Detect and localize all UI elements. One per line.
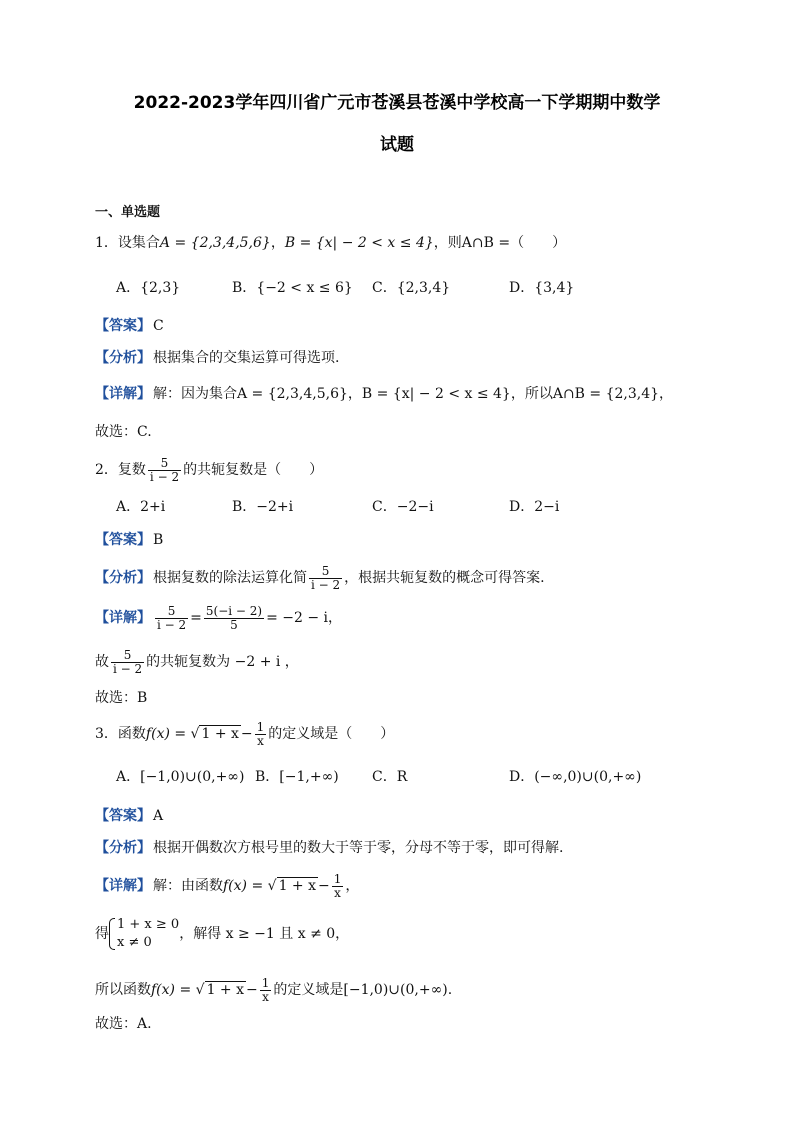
q3-detail: 【详解】 解：由函数f(x) = √ 1 + x − $\frac{1}{x}$ ， [95, 871, 360, 900]
question-2-suffix: 的共轭复数是（ ） [183, 462, 324, 478]
fraction-numerator: 1 [261, 975, 270, 990]
section-heading: 一、单选题 [95, 205, 161, 220]
q2-answer-value: B [153, 532, 164, 548]
q2-detail-result: = −2 − i， [266, 610, 343, 626]
q3-sys-suffix: ，解得 x ≥ −1 且 x ≠ 0， [179, 926, 350, 942]
fraction [255, 721, 267, 748]
q2-conclusion: 故选：B [95, 690, 148, 706]
function-label: f(x) = [145, 726, 187, 742]
question-2-prefix: 2．复数 [95, 462, 146, 478]
q3-option-d: D．(−∞,0)∪(0,+∞) [509, 769, 642, 785]
q2-detail [95, 602, 342, 634]
q2-answer [95, 530, 163, 550]
q3-final-line: 所以函数f(x) = √ 1 + x − $\frac{1}{x}$ 的定义域是[−1,0)∪(0,+∞). [95, 975, 453, 1004]
fraction [309, 565, 342, 592]
q3-sys-prefix: 得 [95, 926, 109, 942]
answer-tag: 【答案】 [95, 532, 151, 548]
fraction [332, 873, 344, 900]
fraction-numerator: 5 [155, 605, 188, 619]
q2-analysis-b: ，根据共轭复数的概念可得答案. [344, 570, 545, 586]
q2-option-d: D．2−i [509, 499, 560, 515]
separator: ， [270, 235, 285, 251]
q3-conclusion: 故选：A. [95, 1016, 152, 1032]
q2-option-c: C．−2−i [372, 499, 434, 515]
q1-analysis [95, 348, 339, 368]
fraction-denominator: 5 [230, 617, 238, 632]
q2-option-a: A．2+i [116, 499, 166, 515]
detail-tag: 【详解】 [95, 610, 151, 626]
q3-option-a: A．[−1,0)∪(0,+∞) [116, 769, 245, 785]
question-3-stem: 3．函数f(x) = √ 1 + x − $\frac{1}{x}$ 的定义域是（ ） [95, 719, 395, 748]
fraction-numerator: 5(−i − 2) [205, 603, 263, 618]
fraction [111, 649, 144, 676]
q3-answer [95, 806, 163, 826]
square-root: 1 + x [206, 982, 244, 998]
fraction-denominator: x [262, 989, 269, 1004]
q3-detail-a: 解：由函数 [153, 878, 223, 894]
fraction-numerator: 5 [309, 565, 342, 579]
fraction-numerator: 5 [111, 649, 144, 663]
q1-detail [95, 384, 673, 404]
answer-tag: 【答案】 [95, 318, 151, 334]
fraction-denominator: x [334, 885, 341, 900]
square-root: 1 + x [201, 726, 239, 742]
q3-option-b: B．[−1,+∞) [255, 769, 339, 785]
equation-system [109, 916, 179, 952]
minus: − [318, 878, 330, 894]
system-row-2: x ≠ 0 [117, 935, 152, 950]
fraction [155, 605, 188, 632]
fraction-numerator: 1 [333, 871, 342, 886]
fraction-numerator: 1 [256, 719, 265, 734]
q2-analysis-a: 根据复数的除法运算化简 [153, 570, 307, 586]
q2-conjugate-line [95, 646, 299, 678]
fraction-numerator: 5 [148, 457, 181, 471]
system-row-1: 1 + x ≥ 0 [117, 917, 180, 932]
fraction [148, 457, 181, 484]
question-1-prefix: 1．设集合 [95, 235, 160, 251]
document-title-continued: 试题 [380, 135, 414, 155]
fraction-denominator: i − 2 [311, 577, 341, 592]
question-1-suffix: ，则A∩B =（ ） [433, 235, 567, 251]
q2-line-b: 的共轭复数为 −2 + i ， [146, 654, 299, 670]
analysis-tag: 【分析】 [95, 840, 151, 856]
q3-system-line [95, 914, 349, 954]
q3-analysis [95, 838, 563, 858]
fraction-denominator: i − 2 [157, 617, 187, 632]
function-label: f(x) = [151, 982, 192, 998]
document-title: 2022-2023学年四川省广元市苍溪县苍溪中学校高一下学期期中数学 [133, 93, 661, 113]
minus: − [246, 982, 258, 998]
fraction-denominator: x [257, 733, 264, 748]
fraction [260, 977, 272, 1004]
q2-line-a: 故 [95, 654, 109, 670]
q1-option-c: C．{2,3,4} [372, 280, 451, 296]
q1-answer-value: C [153, 318, 164, 334]
q1-analysis-text: 根据集合的交集运算可得选项. [153, 350, 340, 366]
q3-final-b: 的定义域是[−1,0)∪(0,+∞). [273, 982, 453, 998]
question-3-prefix: 3．函数 [95, 726, 146, 742]
q1-option-d: D．{3,4} [509, 280, 575, 296]
set-a: A = {2,3,4,5,6} [159, 235, 271, 251]
analysis-tag: 【分析】 [95, 350, 151, 366]
fraction-denominator: i − 2 [149, 469, 180, 484]
question-3-suffix: 的定义域是（ ） [268, 726, 395, 742]
detail-tag: 【详解】 [95, 386, 151, 402]
q3-option-c: C．R [372, 769, 408, 785]
fraction [204, 605, 264, 632]
set-b: B = {x| − 2 < x ≤ 4} [284, 235, 434, 251]
q2-option-b: B．−2+i [232, 499, 294, 515]
function-label: f(x) = [223, 878, 264, 894]
equals: = [190, 610, 202, 626]
q3-detail-b: ， [345, 878, 360, 894]
q3-final-a: 所以函数 [95, 982, 151, 998]
q3-answer-value: A [153, 808, 164, 824]
q3-analysis-text: 根据开偶数次方根号里的数大于等于零，分母不等于零，即可得解. [153, 840, 564, 856]
square-root: 1 + x [278, 878, 316, 894]
question-1-stem [95, 233, 566, 253]
q2-analysis [95, 562, 545, 594]
question-2-stem [95, 454, 323, 486]
detail-tag: 【详解】 [95, 878, 151, 894]
q1-conclusion: 故选：C. [95, 424, 152, 440]
q1-option-b: B．{−2 < x ≤ 6} [232, 280, 353, 296]
q1-option-a: A．{2,3} [116, 280, 181, 296]
answer-tag: 【答案】 [95, 808, 151, 824]
fraction-denominator: i − 2 [113, 661, 143, 676]
q1-detail-text: 解：因为集合A = {2,3,4,5,6}，B = {x| − 2 < x ≤ 4}，所以A∩B = {2,3,4}， [153, 386, 674, 402]
q1-answer [95, 316, 164, 336]
analysis-tag: 【分析】 [95, 570, 151, 586]
minus: − [240, 726, 253, 742]
